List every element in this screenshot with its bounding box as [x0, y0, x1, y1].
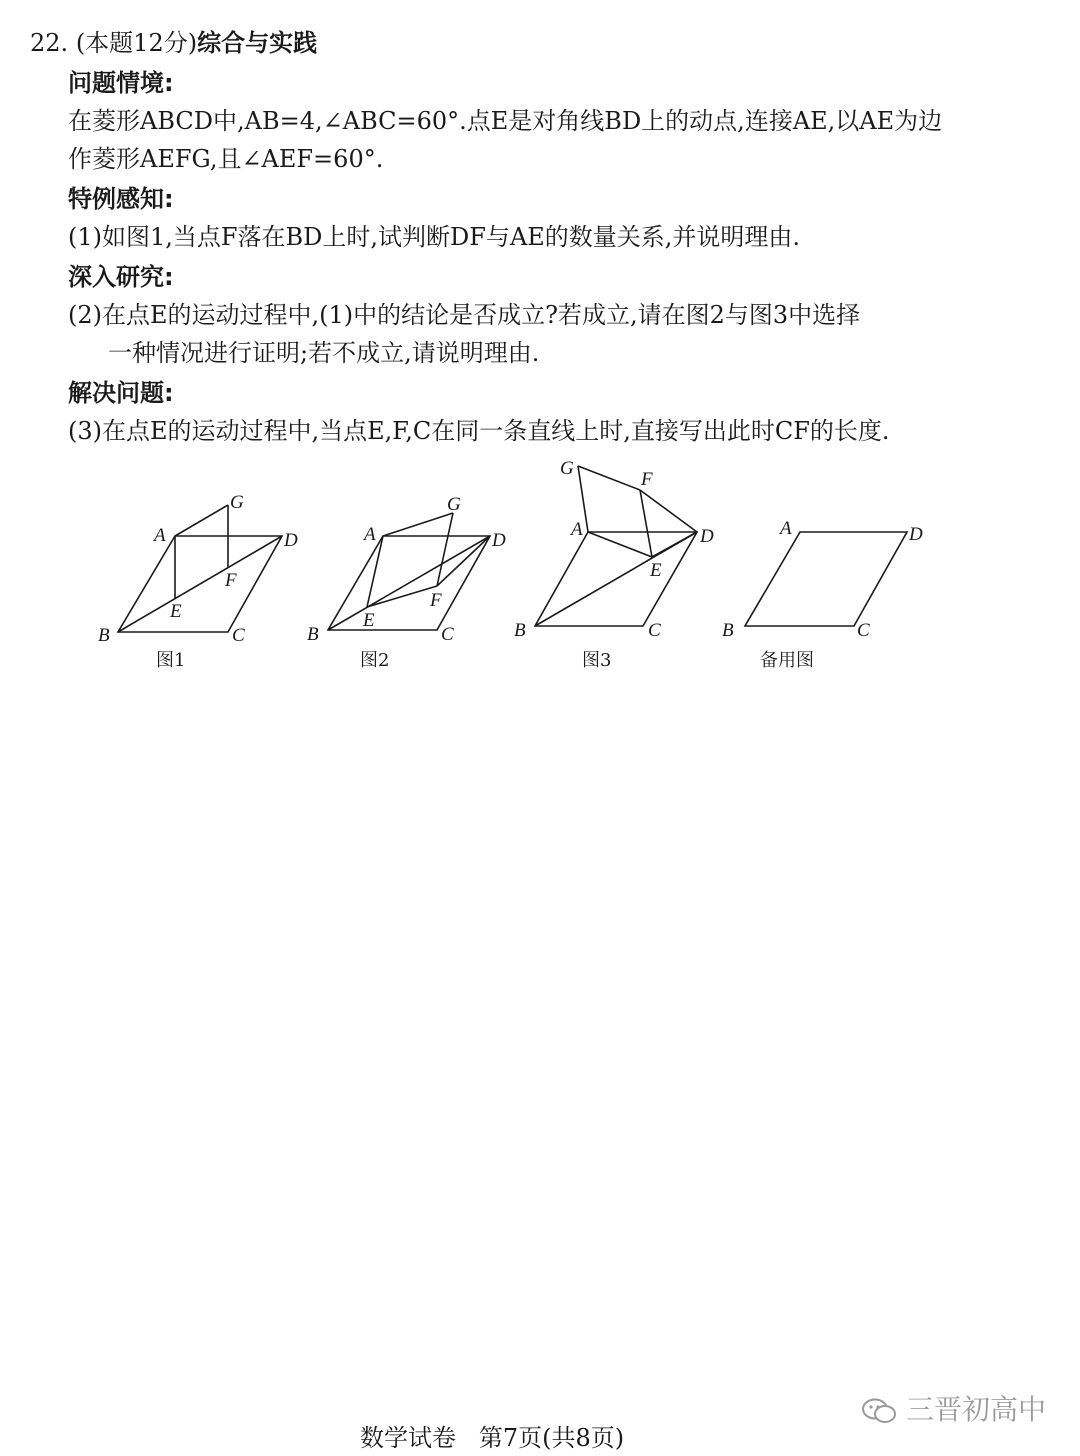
- watermark: [860, 1388, 1046, 1428]
- fig1-label-a: A: [154, 525, 166, 546]
- fig1-label-b: B: [98, 625, 110, 646]
- fig2-label-g: G: [447, 494, 461, 515]
- fig2-label-e: E: [363, 610, 375, 631]
- fig3-label-b: B: [514, 620, 526, 641]
- fig3-segment-ae: [588, 532, 652, 557]
- wechat-icon: [860, 1396, 900, 1426]
- fig2-segment-fg: [437, 513, 453, 586]
- fig2-segment-fd: [437, 536, 490, 586]
- question-header: [30, 26, 317, 60]
- figure-3: [514, 458, 714, 671]
- fig3-label-e: E: [650, 560, 662, 581]
- question-3: (3)在点E的运动过程中,当点E,F,C在同一条直线上时,直接写出此时CF的长度.: [68, 417, 890, 445]
- question-1: (1)如图1,当点F落在BD上时,试判断DF与AE的数量关系,并说明理由.: [68, 223, 801, 251]
- figures-area: [0, 450, 1080, 690]
- question-number: 22.: [30, 29, 69, 57]
- situation-line-2: 作菱形AEFG,且∠AEF=60°.: [68, 145, 384, 173]
- fig2-segment-ag: [383, 513, 453, 536]
- fig1-label-d: D: [284, 530, 298, 551]
- fig3-label-f: F: [641, 469, 653, 490]
- fig1-segment-ag: [175, 505, 228, 536]
- fig3-segment-fg: [578, 466, 640, 490]
- fig2-label-a: A: [364, 524, 376, 545]
- fig2-segment-ef: [367, 586, 437, 607]
- fig4-label-d: D: [909, 524, 923, 545]
- fig1-caption: 图1: [156, 650, 186, 671]
- fig2-label-c: C: [441, 624, 454, 645]
- fig3-caption: 图3: [582, 650, 612, 671]
- fig1-label-e: E: [170, 601, 182, 622]
- fig2-diagonal-bd: [328, 536, 490, 630]
- fig1-label-f: F: [225, 570, 237, 591]
- fig2-label-b: B: [307, 624, 319, 645]
- fig4-label-b: B: [722, 620, 734, 641]
- fig4-label-a: A: [780, 518, 792, 539]
- fig4-label-c: C: [857, 620, 870, 641]
- fig3-segment-fd: [640, 490, 697, 532]
- fig3-segment-ef: [640, 490, 652, 557]
- question-2-line-2: 一种情况进行证明;若不成立,请说明理由.: [108, 339, 540, 367]
- fig2-caption: 图2: [360, 650, 390, 671]
- figure-2: [307, 494, 506, 671]
- section-heading-research: 深入研究:: [68, 263, 174, 291]
- page-footer: 数学试卷 第7页(共8页): [360, 1424, 625, 1452]
- fig2-segment-ae: [367, 536, 383, 607]
- fig4-rhombus-abcd: [745, 532, 907, 626]
- section-heading-solve: 解决问题:: [68, 379, 174, 407]
- section-heading-situation: 问题情境:: [68, 69, 174, 97]
- question-2-line-1: (2)在点E的运动过程中,(1)中的结论是否成立?若成立,请在图2与图3中选择: [68, 301, 861, 329]
- figure-spare: [722, 518, 923, 671]
- fig4-caption: 备用图: [760, 650, 814, 671]
- fig1-diagonal-bd: [118, 536, 282, 632]
- question-title: 综合与实践: [197, 29, 318, 57]
- fig3-label-d: D: [700, 526, 714, 547]
- fig2-label-d: D: [492, 530, 506, 551]
- fig2-label-f: F: [430, 590, 442, 611]
- fig3-label-g: G: [560, 458, 574, 479]
- fig1-label-g: G: [230, 492, 244, 513]
- fig1-label-c: C: [232, 625, 245, 646]
- question-points: (本题12分): [75, 29, 198, 57]
- section-heading-special-case: 特例感知:: [68, 185, 174, 213]
- figure-1: [98, 492, 298, 671]
- fig3-label-a: A: [571, 519, 583, 540]
- situation-line-1: 在菱形ABCD中,AB=4,∠ABC=60°.点E是对角线BD上的动点,连接AE,以AE为边: [68, 107, 943, 135]
- watermark-text: 三晋初高中: [906, 1393, 1047, 1426]
- fig3-label-c: C: [648, 620, 661, 641]
